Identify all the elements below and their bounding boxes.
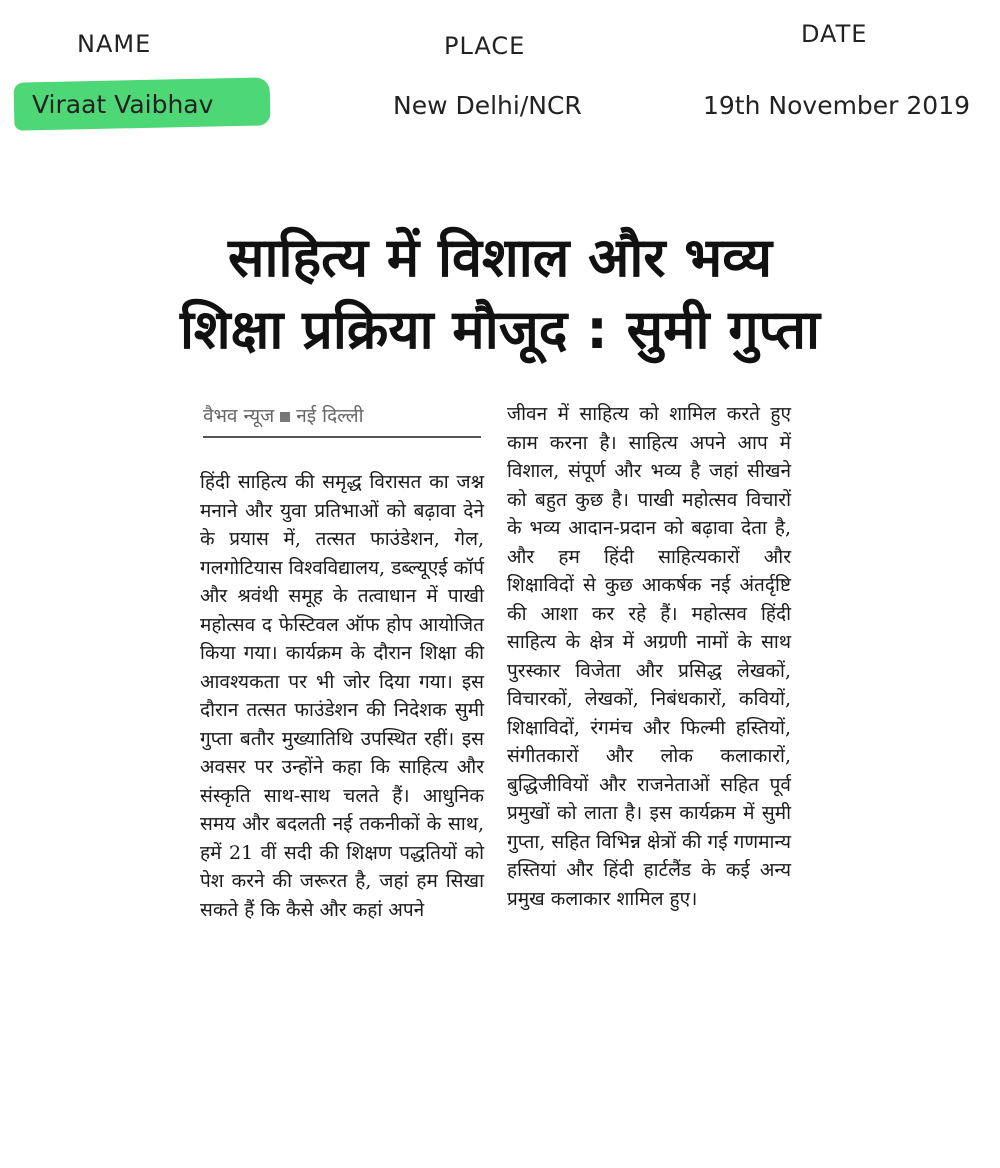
byline-separator-square <box>280 412 290 422</box>
article-headline-line1: साहित्य में विशाल और भव्य <box>227 226 773 289</box>
byline-rule <box>203 436 481 438</box>
article-headline-line2: शिक्षा प्रक्रिया मौजूद : सुमी गुप्ता <box>179 298 821 361</box>
article-column-1: हिंदी साहित्य की समृद्ध विरासत का जश्न मनाने और युवा प्रतिभाओं को बढ़ावा देने के प्रयास में, तत्सत फाउंडेशन, गेल, गलगोटियास विश्वविद्यालय, डब्ल्यूएई कॉर्प और श्रवंथी समूह के तत्वाधान में पाखी महोत्सव द फेस्टिवल ऑफ होप आयोजित किया गया। कार्यक्रम के दौरान शिक्षा की आवश्यकता पर भी जोर दिया गया। इस दौरान तत्सत फाउंडेशन की निदेशक सुमी गुप्ता बतौर मुख्यातिथि उपस्थित रहीं। इस अवसर पर उन्होंने कहा कि साहित्य और संस्कृति साथ-साथ चलते हैं। आधुनिक समय और बदलती नई तकनीकों के साथ, हमें 21 वीं सदी की शिक्षण पद्धतियों को पेश करने की जरूरत है, जहां हम सिखा सकते हैं कि कैसे और कहां अपने <box>200 471 484 921</box>
place-label: PLACE <box>444 32 526 60</box>
byline-place: नई दिल्ली <box>296 405 364 427</box>
name-label: NAME <box>77 30 152 58</box>
name-value: Viraat Vaibhav <box>32 90 214 119</box>
date-value: 19th November 2019 <box>703 91 971 120</box>
date-label: DATE <box>801 20 868 48</box>
article-column-2: जीवन में साहित्य को शामिल करते हुए काम करना है। साहित्य अपने आप में विशाल, संपूर्ण और भव्य है जहां सीखने को बहुत कुछ है। पाखी महोत्सव विचारों के भव्य आदान-प्रदान को बढ़ावा देता है, और हम हिंदी साहित्यकारों और शिक्षाविदों से कुछ आकर्षक नई अंतर्दृष्टि की आशा कर रहे हैं। महोत्सव हिंदी साहित्य के क्षेत्र में अग्रणी नामों के साथ पुरस्कार विजेता और प्रसिद्ध लेखकों, विचारकों, लेखकों, निबंधकारों, कवियों, शिक्षाविदों, रंगमंच और फिल्मी हस्तियों, संगीतकारों और लोक कलाकारों, बुद्धिजीवियों और राजनेताओं सहित पूर्व प्रमुखों को लाता है। इस कार्यक्रम में सुमी गुप्ता, सहित विभिन्न क्षेत्रों की गई गणमान्य हस्तियां और हिंदी हार्टलैंड के कई अन्य प्रमुख कलाकार शामिल हुए। <box>507 403 791 910</box>
byline-source: वैभव न्यूज <box>203 405 275 427</box>
article-byline <box>203 402 364 428</box>
place-value: New Delhi/NCR <box>393 91 582 120</box>
